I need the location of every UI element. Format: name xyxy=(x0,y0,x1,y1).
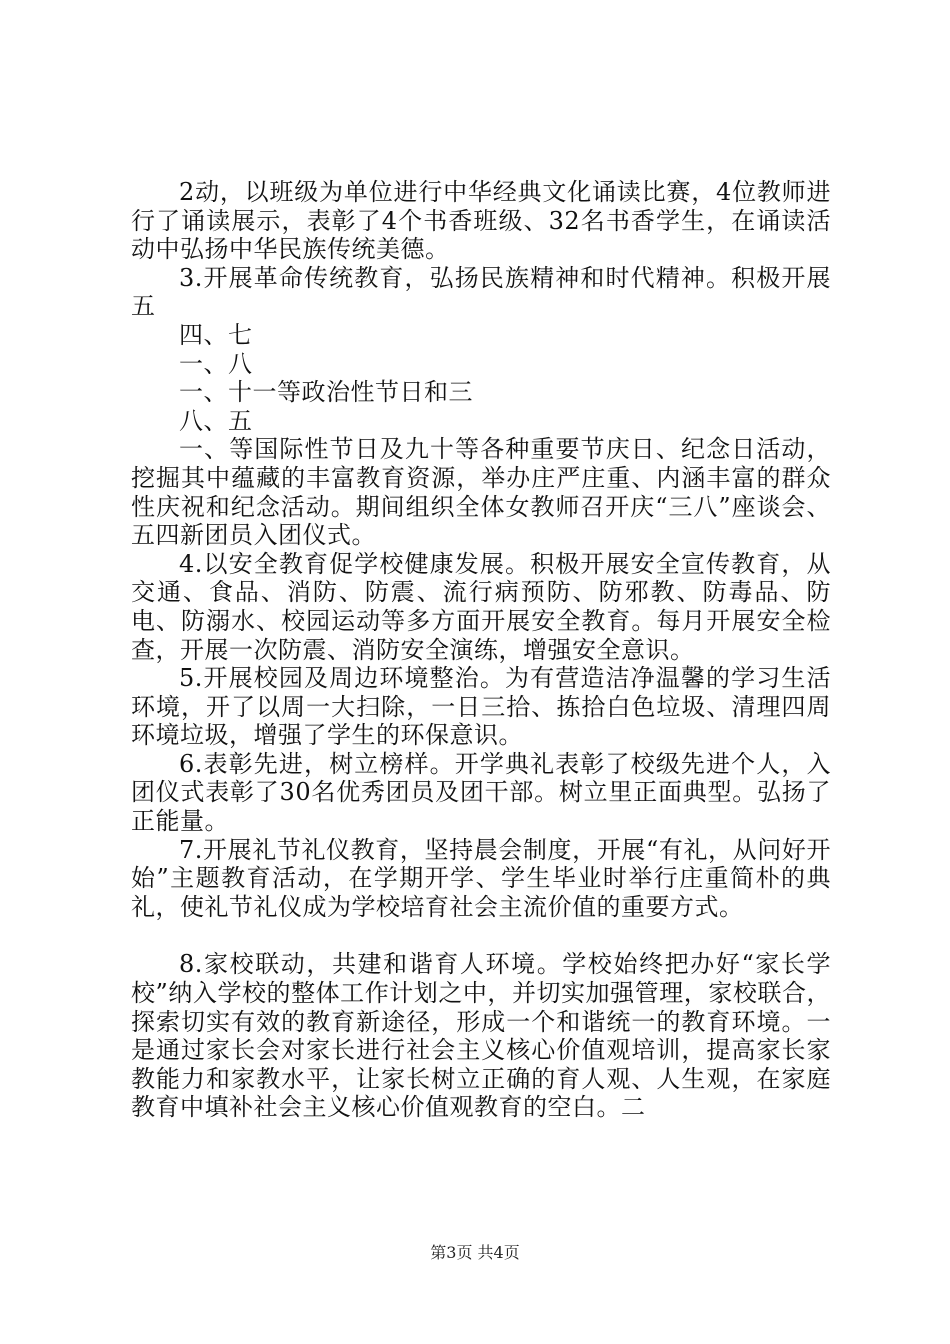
document-body xyxy=(131,178,831,1122)
paragraph-fragment-2: 一、八 xyxy=(179,349,253,378)
paragraph-fragment-1: 四、七 xyxy=(179,320,253,349)
paragraph-commendation: 6.表彰先进，树立榜样。开学典礼表彰了校级先进个人，入团仪式表彰了30名优秀团员及团干部。树立里正面典型。弘扬了正能量。 xyxy=(131,749,831,836)
paragraph-fragment-4: 八、五 xyxy=(179,406,253,435)
paragraph-safety-education: 4.以安全教育促学校健康发展。积极开展安全宣传教育，从交通、食品、消防、防震、流行病预防、防邪教、防毒品、防电、防溺水、校园运动等多方面开展安全教育。每月开展安全检查，开展一次防震、消防安全演练，增强安全意识。 xyxy=(131,549,831,664)
paragraph-reading-activity: 2动，以班级为单位进行中华经典文化诵读比赛，4位教师进行了诵读展示，表彰了4个书香班级、32名书香学生，在诵读活动中弘扬中华民族传统美德。 xyxy=(131,178,831,264)
paragraph-environment: 5.开展校园及周边环境整治。为有营造洁净温馨的学习生活环境，开了以周一大扫除，一日三拾、拣拾白色垃圾、清理四周环境垃圾，增强了学生的环保意识。 xyxy=(131,664,831,750)
paragraph-fragment-3: 一、十一等政治性节日和三 xyxy=(179,378,473,407)
paragraph-home-school: 8.家校联动，共建和谐育人环境。学校始终把办好“家长学校”纳入学校的整体工作计划之中，并切实加强管理，家校联合，探索切实有效的教育新途径，形成一个和谐统一的教育环境。一是通过家长会对家长进行社会主义核心价值观培训，提高家长家教能力和家教水平，让家长树立正确的育人观、人生观，在家庭教育中填补社会主义核心价值观教育的空白。二 xyxy=(131,950,831,1122)
paragraph-festival-activities: 一、等国际性节日及九十等各种重要节庆日、纪念日活动，挖掘其中蕴藏的丰富教育资源，举办庄严庄重、内涵丰富的群众性庆祝和纪念活动。期间组织全体女教师召开庆“三八”座谈会、五四新团员入团仪式。 xyxy=(131,435,831,550)
page-number-footer: 第3页 共4页 xyxy=(430,1243,520,1262)
paragraph-etiquette: 7.开展礼节礼仪教育，坚持晨会制度，开展“有礼，从问好开始”主题教育活动，在学期开学、学生毕业时举行庄重简朴的典礼，使礼节礼仪成为学校培育社会主流价值的重要方式。 xyxy=(131,835,831,921)
paragraph-revolutionary-education: 3.开展革命传统教育，弘扬民族精神和时代精神。积极开展五 xyxy=(131,263,831,321)
